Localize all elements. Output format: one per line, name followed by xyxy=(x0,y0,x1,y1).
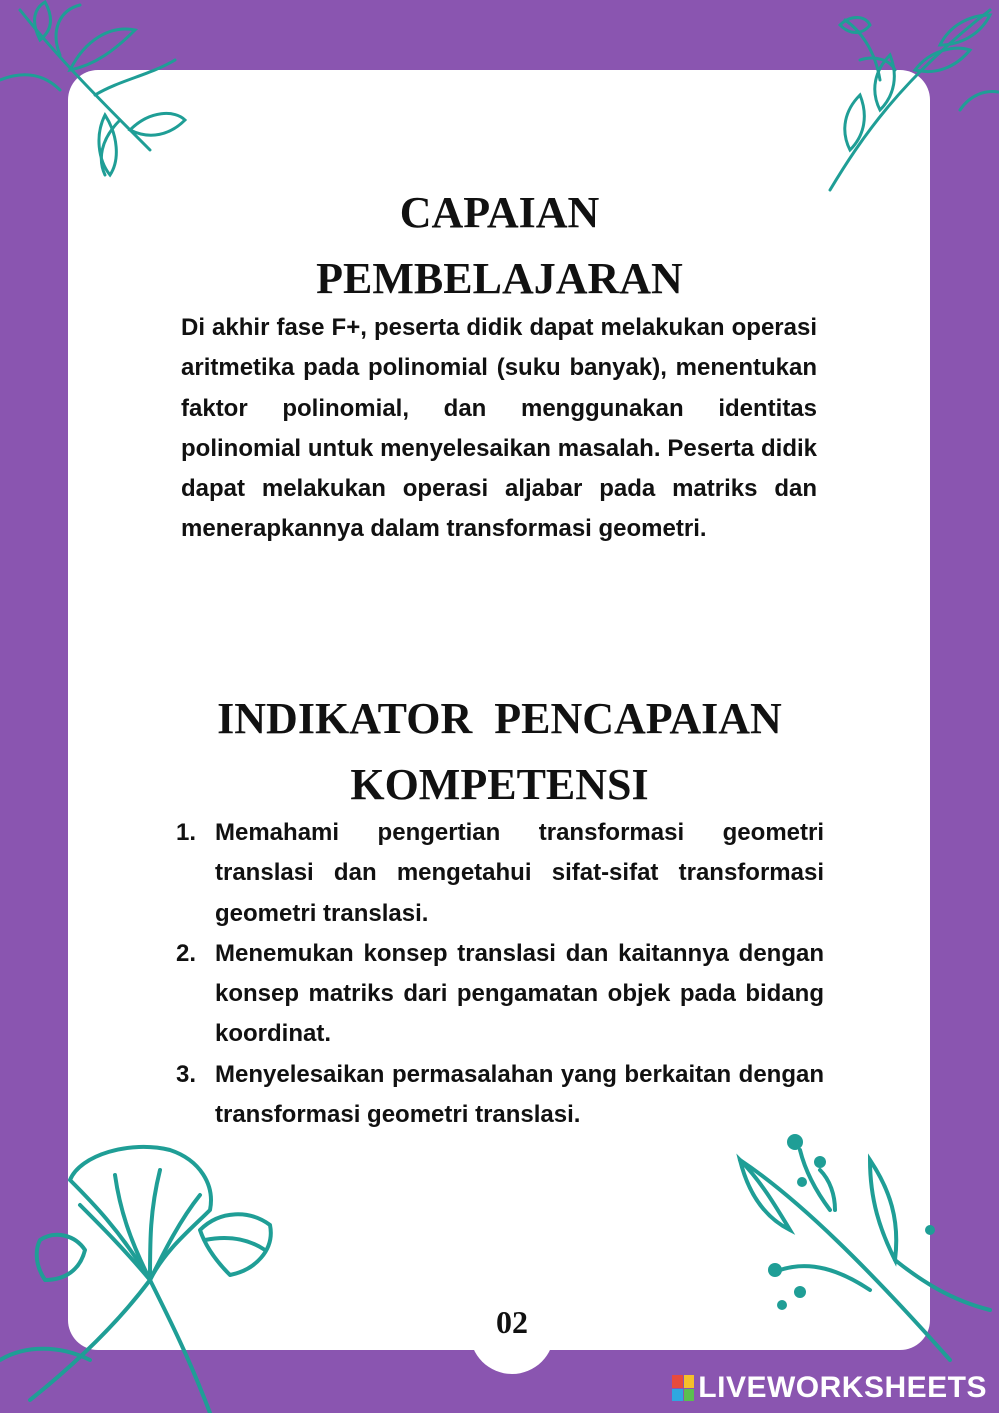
heading-line: INDIKATOR PENCAPAIAN xyxy=(217,694,782,743)
heading-line: KOMPETENSI xyxy=(350,760,649,809)
list-item-number: 2. xyxy=(176,939,197,967)
list-item xyxy=(176,1055,824,1136)
ginkgo-leaves-bottom-left-icon xyxy=(0,1130,300,1413)
list-item xyxy=(176,813,824,934)
heading-line: CAPAIAN xyxy=(399,188,600,237)
page-number: 02 xyxy=(496,1304,528,1340)
capaian-pembelajaran-heading xyxy=(0,180,999,312)
list-item-number: 3. xyxy=(176,1060,197,1088)
leaf-branch-top-right-icon xyxy=(820,0,999,200)
watermark-text: LIVEWORKSHEETS xyxy=(698,1371,987,1404)
leaf-branch-top-left-icon xyxy=(0,0,190,190)
heading-line: PEMBELAJARAN xyxy=(316,254,683,303)
liveworksheets-logo-icon xyxy=(672,1375,694,1401)
capaian-pembelajaran-paragraph: Di akhir fase F+, peserta didik dapat melakukan operasi aritmetika pada polinomial (suku banyak), menentukan faktor polinomial, dan menggunakan identitas polinomial untuk menyelesaikan masalah. Peserta didik dapat melakukan operasi aljabar pada matriks dan menerapkannya dalam transformasi geometri. xyxy=(181,314,817,543)
liveworksheets-watermark[interactable] xyxy=(672,1372,987,1404)
list-item-text: Menemukan konsep translasi dan kaitannya dengan konsep matriks dari pengamatan objek pada bidang koordinat. xyxy=(215,939,824,1048)
list-item-number: 1. xyxy=(176,819,197,846)
indikator-list xyxy=(176,813,824,1135)
indikator-pencapaian-heading xyxy=(0,686,999,818)
berry-branch-bottom-right-icon xyxy=(720,1120,999,1380)
list-item-text: Memahami pengertian transformasi geometri translasi dan mengetahui sifat-sifat transformasi geometri translasi. xyxy=(215,819,824,927)
list-item-text: Menyelesaikan permasalahan yang berkaitan dengan transformasi geometri translasi. xyxy=(215,1060,824,1129)
list-item xyxy=(176,934,824,1055)
